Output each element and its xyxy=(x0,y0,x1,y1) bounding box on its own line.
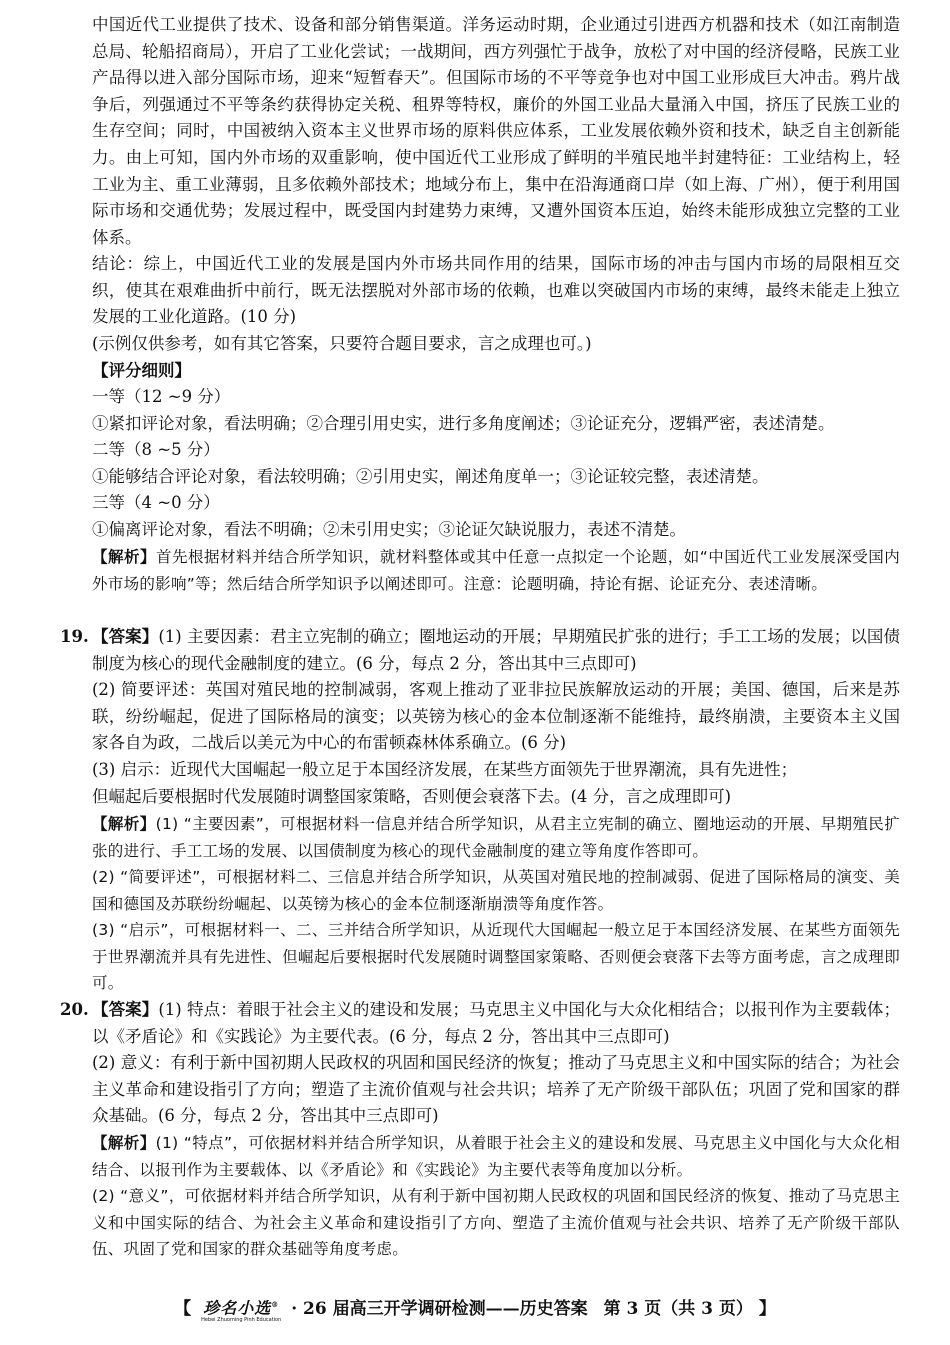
footer-title: · 26 届高三开学调研检测——历史答案 xyxy=(291,1299,588,1319)
footer-close-bracket: 】 xyxy=(758,1299,776,1319)
grade-1-description: ①紧扣评论对象，看法明确；②合理引用史实，进行多角度阐述；③论证充分，逻辑严密，表述清楚。 xyxy=(92,414,835,433)
question-number-19: 19. xyxy=(60,627,89,646)
q19-answer-1-text: (1) 主要因素：君主立宪制的确立；圈地运动的开展；早期殖民扩张的进行；手工工场的发展；以国债制度为核心的现代金融制度的建立。(6 分，每点 2 分，答出其中三点即可) xyxy=(92,627,901,673)
analysis-label: 【解析】 xyxy=(92,815,156,833)
analysis-label: 【解析】 xyxy=(92,548,156,566)
publisher-logo xyxy=(201,1296,281,1322)
publisher-logo-name: 珍名小选® xyxy=(203,1298,280,1318)
footer-page-number: 第 3 页（共 3 页） xyxy=(603,1299,753,1319)
grade-2-description: ①能够结合评论对象，看法较明确；②引用史实，阐述角度单一；③论证较完整，表述清楚。 xyxy=(92,467,769,486)
q18-analysis xyxy=(92,544,900,597)
answer-label: 【答案】 xyxy=(92,627,159,646)
question-number-20: 20. xyxy=(60,1000,89,1019)
q19-answer-3-line-1: (3) 启示：近现代大国崛起一般立足于本国经济发展，在某些方面领先于世界潮流，具有先进性； xyxy=(92,760,798,779)
q19-analysis-3: (3) “启示”，可根据材料一、二、三并结合所学知识，从近现代大国崛起一般立足于本国经济发展、在某些方面领先于世界潮流并具有先进性、但崛起后要根据时代发展随时调整国家策略、否则便会衰落下去等方面考虑，言之成理即可。 xyxy=(92,921,900,993)
q20-analysis-1-text: (1) “特点”，可依据材料并结合所学知识，从着眼于社会主义的建设和发展、马克思主义中国化与大众化相结合、以报刊作为主要载体、以《矛盾论》和《实践论》为主要代表等角度加以分析。 xyxy=(92,1134,900,1179)
q18-analysis-text: 首先根据材料并结合所学知识，就材料整体或其中任意一点拟定一个论题，如“中国近代工业发展深受国内外市场的影响”等；然后结合所学知识予以阐述即可。注意：论题明确，持论有据、论证充分、表述清晰。 xyxy=(92,548,901,593)
grade-1-label: 一等（12 ~9 分） xyxy=(92,387,231,406)
q18-reference-note: (示例仅供参考，如有其它答案，只要符合题目要求，言之成理也可。) xyxy=(92,334,592,353)
q19-answer-1 xyxy=(92,624,900,677)
footer-open-bracket: 【 xyxy=(174,1299,192,1319)
q19-analysis-1-text: (1) “主要因素”，可根据材料一信息并结合所学知识，从君主立宪制的确立、圈地运动的开展、早期殖民扩张的进行、手工工场的发展、以国债制度为核心的现代金融制度的建立等角度作答即可。 xyxy=(92,815,900,860)
q19-analysis-2: (2) “简要评述”，可根据材料二、三信息并结合所学知识，从英国对殖民地的控制减弱、促进了国际格局的演变、美国和德国及苏联纷纷崛起、以英镑为核心的金本位制逐渐崩溃等角度作答。 xyxy=(92,868,900,913)
rubric-heading: 【评分细则】 xyxy=(92,361,191,380)
analysis-label: 【解析】 xyxy=(92,1134,156,1152)
publisher-logo-subtitle: Hebei Zhuoming Pinh Education xyxy=(201,1316,282,1323)
q19-analysis-1 xyxy=(92,811,900,864)
q18-body-paragraph: 中国近代工业提供了技术、设备和部分销售渠道。洋务运动时期，企业通过引进西方机器和技术（如江南制造总局、轮船招商局），开启了工业化尝试；一战期间，西方列强忙于战争，放松了对中国的经济侵略，民族工业产品得以进入部分国际市场，迎来“短暂春天”。但国际市场的不平等竞争也对中国工业形成巨大冲击。鸦片战争后，列强通过不平等条约获得协定关税、租界等特权，廉价的外国工业品大量涌入中国，挤压了民族工业的生存空间；同时，中国被纳入资本主义世界市场的原料供应体系，工业发展依赖外资和技术，缺乏自主创新能力。由上可知，国内外市场的双重影响，使中国近代工业形成了鲜明的半殖民地半封建特征：工业结构上，轻工业为主、重工业薄弱，且多依赖外部技术；地域分布上，集中在沿海通商口岸（如上海、广州），便于利用国际市场和交通优势；发展过程中，既受国内封建势力束缚，又遭外国资本压迫，始终未能形成独立完整的工业体系。 xyxy=(92,15,900,247)
answer-label: 【答案】 xyxy=(92,1000,159,1019)
grade-3-description: ①偏离评论对象，看法不明确；②未引用史实；③论证欠缺说服力，表述不清楚。 xyxy=(92,520,686,539)
q20-analysis-2: (2) “意义”，可依据材料并结合所学知识，从有利于新中国初期人民政权的巩固和国民经济的恢复、推动了马克思主义和中国实际的结合、为社会主义革命和建设指引了方向、塑造了主流价值观与社会共识、培养了无产阶级干部队伍、巩固了党和国家的群众基础等角度考虑。 xyxy=(92,1187,900,1259)
q19-answer-2: (2) 简要评述：英国对殖民地的控制减弱，客观上推动了亚非拉民族解放运动的开展；美国、德国，后来是苏联，纷纷崛起，促进了国际格局的演变；以英镑为核心的金本位制逐渐不能维持，最终崩溃，主要资本主义国家各自为政，二战后以美元为中心的布雷顿森林体系确立。(6 分) xyxy=(92,680,900,753)
grade-2-label: 二等（8 ~5 分） xyxy=(92,440,220,459)
q20-answer-1-text: (1) 特点：着眼于社会主义的建设和发展；马克思主义中国化与大众化相结合；以报刊作为主要载体；以《矛盾论》和《实践论》为主要代表。(6 分，每点 2 分，答出其中三点即可) xyxy=(92,1000,901,1046)
q19-answer-3-line-2: 但崛起后要根据时代发展随时调整国家策略，否则便会衰落下去。(4 分，言之成理即可) xyxy=(92,787,732,806)
q20-analysis-1 xyxy=(92,1130,900,1183)
q20-answer-1 xyxy=(92,997,900,1050)
page-footer xyxy=(0,1296,950,1323)
q18-conclusion: 结论：综上，中国近代工业的发展是国内外市场共同作用的结果，国际市场的冲击与国内市场的局限相互交织，使其在艰难曲折中前行，既无法摆脱对外部市场的依赖，也难以突破国内市场的束缚，最终未能走上独立发展的工业化道路。(10 分) xyxy=(92,254,900,327)
grade-3-label: 三等（4 ~0 分） xyxy=(92,493,220,512)
q20-answer-2: (2) 意义：有利于新中国初期人民政权的巩固和国民经济的恢复；推动了马克思主义和中国实际的结合；为社会主义革命和建设指引了方向；塑造了主流价值观与社会共识；培养了无产阶级干部队伍；巩固了党和国家的群众基础。(6 分，每点 2 分，答出其中三点即可) xyxy=(92,1053,900,1126)
